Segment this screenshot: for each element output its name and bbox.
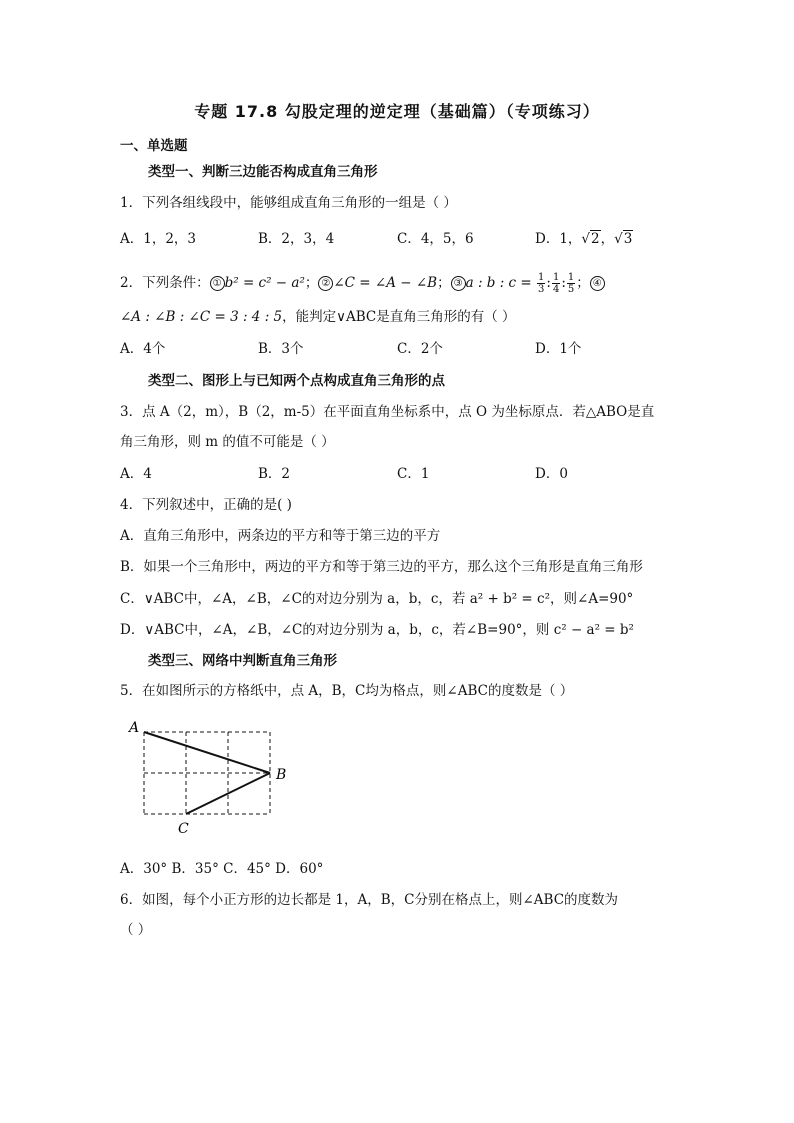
- section-heading: 一、单选题: [120, 138, 188, 154]
- q6-line2: （ ）: [120, 922, 152, 938]
- sqrt-symbol: √: [581, 231, 591, 247]
- separator: ；: [304, 275, 319, 291]
- segment-cb: [186, 773, 270, 814]
- q2-option-b: B．3个: [258, 341, 304, 357]
- circled-2: ②: [318, 276, 333, 291]
- fraction-1-3: $\frac{1}{3}$: [538, 272, 545, 295]
- q4-option-c: C．∨ABC中，∠A，∠B，∠C的对边分别为 a，b，c，若 a² + b² = c²，则∠A=90°: [120, 591, 634, 607]
- type1-heading: 类型一、判断三边能否构成直角三角形: [148, 164, 378, 180]
- type2-heading: 类型二、图形上与已知两个点构成直角三角形的点: [148, 373, 445, 389]
- q1-sqrt2: 2: [591, 231, 600, 247]
- q1-option-b: B．2，3，4: [258, 231, 335, 247]
- q1-comma: ，: [600, 231, 615, 247]
- q3-option-d: D．0: [535, 466, 568, 482]
- type3-heading: 类型三、网络中判断直角三角形: [148, 653, 337, 669]
- separator: ；: [437, 275, 451, 291]
- grid-lines: [144, 732, 270, 814]
- q3-option-c: C．1: [397, 466, 430, 482]
- q1-option-c: C．4，5，6: [397, 231, 474, 247]
- fraction-1-5: $\frac{1}{5}$: [567, 272, 575, 295]
- q2-line1: 2．下列条件： ① b² = c² − a²； ② ∠C = ∠A − ∠B； ③ a : b : c = $\frac{1}{3}$ : $\frac{1}{4}$ : $\frac{1}{5}$ ； ④: [120, 272, 605, 295]
- q6-line1: 6．如图，每个小正方形的边长都是 1，A，B，C分别在格点上，则∠ABC的度数为: [120, 892, 619, 908]
- label-a: A: [129, 720, 140, 736]
- q5-stem: 5．在如图所示的方格纸中，点 A，B，C均为格点，则∠ABC的度数是（ ）: [120, 683, 574, 699]
- circled-1: ①: [210, 276, 225, 291]
- q2-question: ，能判定∨ABC是直角三角形的有（ ）: [282, 309, 516, 325]
- q1-stem: 1．下列各组线段中，能够组成直角三角形的一组是（ ）: [120, 195, 457, 211]
- q1-sqrt3: 3: [623, 231, 633, 247]
- circled-4: ④: [590, 276, 605, 291]
- q1-option-d: [535, 230, 633, 248]
- q3-option-a: A．4: [120, 466, 152, 482]
- q3-option-b: B．2: [258, 466, 291, 482]
- circled-3: ③: [451, 276, 466, 291]
- q2-cond2: ∠C = ∠A − ∠B: [333, 275, 438, 291]
- page-title: 专题 17.8 勾股定理的逆定理（基础篇）（专项练习）: [194, 102, 600, 121]
- label-b: B: [276, 767, 287, 783]
- q5-options: A．30° B．35° C．45° D．60°: [120, 861, 324, 877]
- q3-line1: 3．点 A（2，m），B（2，m-5）在平面直角坐标系中，点 O 为坐标原点．若△ABO是直: [120, 404, 655, 420]
- q3-line2: 角三角形，则 m 的值不可能是（ ）: [120, 434, 335, 450]
- q1-option-d-prefix: D．1，: [535, 231, 582, 247]
- q2-stem-prefix: 2．下列条件：: [120, 275, 210, 291]
- q2-option-a: A．4个: [120, 341, 166, 357]
- q2-option-d: D．1个: [535, 341, 582, 357]
- q4-option-a: A．直角三角形中，两条边的平方和等于第三边的平方: [120, 528, 441, 544]
- q2-cond3: a : b : c =: [465, 275, 537, 291]
- q2-line2: [120, 308, 516, 326]
- q4-option-d: D．∨ABC中，∠A，∠B，∠C的对边分别为 a，b，c，若∠B=90°，则 c² − a² = b²: [120, 622, 634, 638]
- sqrt-symbol: √: [614, 231, 623, 247]
- q1-option-a: A．1，2，3: [120, 231, 197, 247]
- grid-figure: [120, 712, 300, 840]
- q4-stem: 4．下列叙述中，正确的是( ): [120, 497, 292, 513]
- q2-cond4: ∠A : ∠B : ∠C = 3 : 4 : 5: [120, 309, 283, 325]
- fraction-1-4: $\frac{1}{4}$: [552, 272, 560, 295]
- segment-ab: [144, 732, 270, 773]
- q4-option-b: B．如果一个三角形中，两边的平方和等于第三边的平方，那么这个三角形是直角三角形: [120, 559, 643, 575]
- separator: ；: [576, 275, 590, 291]
- q2-option-c: C．2个: [397, 341, 443, 357]
- q2-cond1: b² = c² − a²: [224, 275, 305, 291]
- label-c: C: [178, 821, 189, 837]
